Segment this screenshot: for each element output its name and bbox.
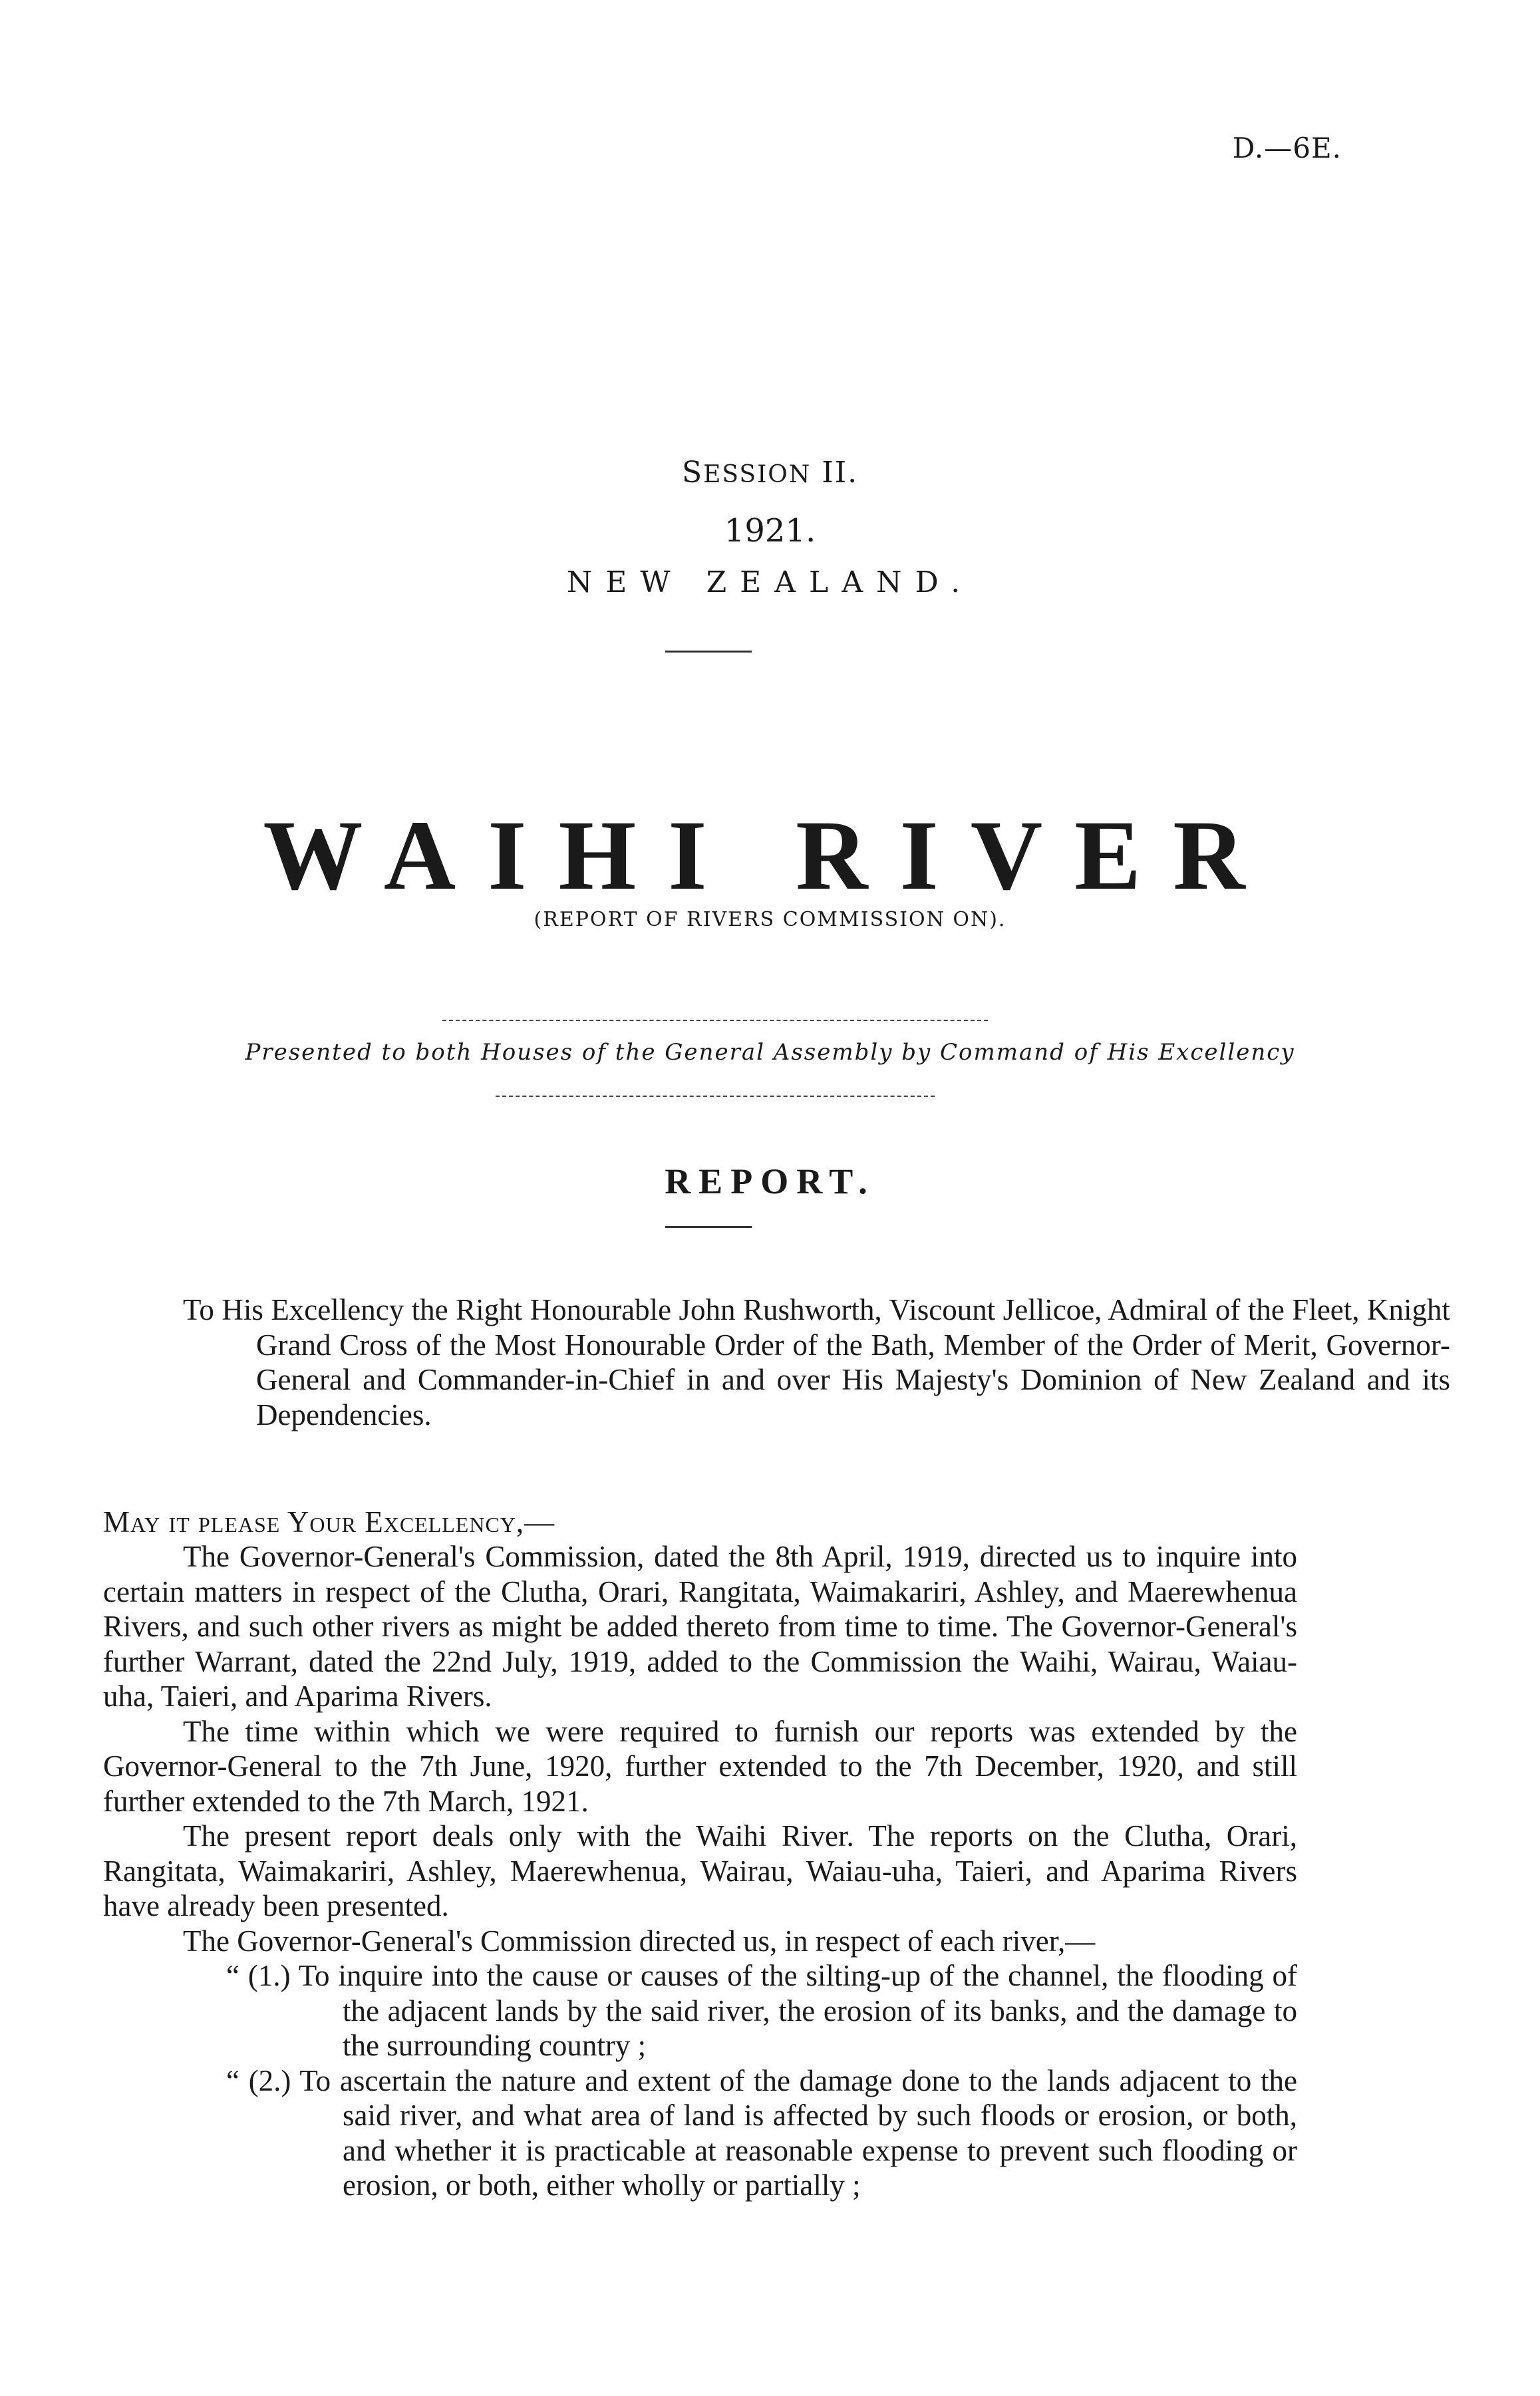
- commission-item: “ (2.) To ascertain the nature and extent of the damage done to the lands adjacent to the said river, and what area of land is affected by such floods or erosion, or both, and whether it is practicable at reasonable expense to prevent such flooding or erosion, or both, either wholly or partially ;: [226, 2063, 1297, 2202]
- session-word: ESSION: [703, 461, 812, 488]
- session-year: 1921.: [724, 512, 816, 549]
- salutation-text: May it please Your Excellency,—: [103, 1505, 555, 1539]
- session-initial: S: [681, 456, 704, 490]
- document-title: WAIHI RIVER: [263, 800, 1277, 911]
- report-body: [103, 1539, 1297, 2203]
- commission-item: “ (1.) To inquire into the cause or causes of the silting-up of the channel, the flooding of the adjacent lands by the said river, the erosion of its banks, and the damage to the surrounding country ;: [226, 1959, 1297, 2062]
- presented-line: Presented to both Houses of the General Assembly by Command of His Excellency: [245, 1039, 1295, 1066]
- document-subtitle: (REPORT OF RIVERS COMMISSION ON).: [534, 908, 1006, 931]
- presented-rule-top: [442, 1020, 988, 1021]
- addressee: To His Excellency the Right Honourable John Rushworth, Viscount Jellicoe, Admiral of the Fleet, Knight Grand Cross of the Most Honourable Order of the Bath, Member of the Order of Merit, Governor-General and Commander-in-Chief in and over His Majesty's Dominion of New Zealand and its Dependencies.: [183, 1293, 1450, 1431]
- report-heading: REPORT.: [665, 1161, 875, 1201]
- presented-rule-bottom: [496, 1096, 935, 1097]
- session-number: II.: [822, 456, 859, 490]
- salutation: [103, 1505, 1297, 1540]
- page-reference: D.—6E.: [1232, 132, 1342, 164]
- report-divider: [665, 1226, 752, 1228]
- paragraph: The Governor-General's Commission directed us, in respect of each river,—: [183, 1924, 1096, 1958]
- session-line: [0, 456, 1540, 490]
- paragraph: The time within which we were required to furnish our reports was extended by the Governor-General to the 7th June, 1920, further extended to the 7th December, 1920, and still further extended to the 7th March, 1921.: [103, 1714, 1297, 1818]
- country-name: NEW ZEALAND.: [566, 565, 974, 599]
- paragraph: The present report deals only with the Waihi River. The reports on the Clutha, Orari, Rangitata, Waimakariri, Ashley, Maerewhenua, Wairau, Waiau-uha, Taieri, and Aparima Rivers have already been presented.: [103, 1819, 1297, 1922]
- paragraph: The Governor-General's Commission, dated the 8th April, 1919, directed us to inquire into certain matters in respect of the Clutha, Orari, Rangitata, Waimakariri, Ashley, and Maerewhenua Rivers, and such other rivers as might be added thereto from time to time. The Governor-General's further Warrant, dated the 22nd July, 1919, added to the Commission the Waihi, Wairau, Waiau-uha, Taieri, and Aparima Rivers.: [103, 1540, 1297, 1713]
- masthead-divider: [665, 651, 752, 653]
